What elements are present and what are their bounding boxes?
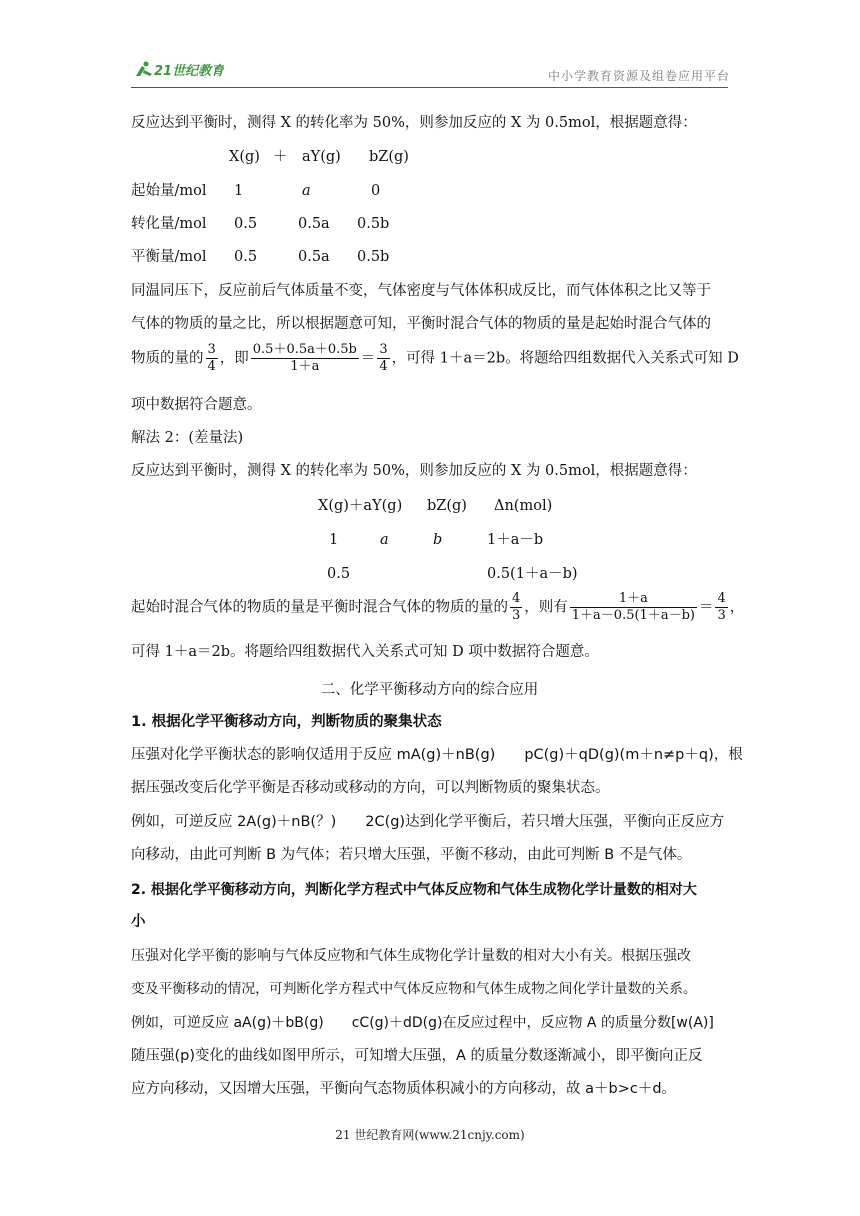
eq-plus: ＋ (273, 149, 288, 165)
diff-head-delta: Δn(mol) (494, 498, 553, 514)
page-footer: 21 世纪教育网(www.21cnjy.com) (335, 1128, 525, 1142)
row-eq-label: 平衡量/mol (131, 249, 207, 265)
diff-row1-c1: 1 (329, 532, 339, 548)
row-change-v3: 0.5b (357, 216, 390, 232)
row-start-v3: 0 (371, 183, 381, 199)
header-divider (131, 87, 728, 88)
subheading-2-line2: 小 (131, 914, 146, 930)
diff-row2-c1: 0.5 (327, 566, 351, 582)
sec2-para3-line1: 压强对化学平衡的影响与气体反应物和气体生成物化学计量数的相对大小有关。根据压强改 (131, 948, 691, 964)
header-platform-name: 中小学教育资源及组卷应用平台 (547, 69, 730, 83)
text-segment: ， (729, 599, 745, 616)
method2-intro: 反应达到平衡时，测得 X 的转化率为 50%，则参加反应的 X 为 0.5mol，根据题意得： (131, 463, 697, 479)
text-segment: 物质的量的 (131, 350, 204, 367)
row-start-v1: 1 (234, 183, 244, 199)
row-eq-v3: 0.5b (357, 249, 390, 265)
diff-row2-c4: 0.5(1＋a－b) (487, 566, 578, 582)
sec2-para4-line3: 应方向移动，又因增大压强，平衡向气态物质体积减小的方向移动，故 a＋b>c＋d。 (131, 1081, 677, 1097)
sec2-para2-line1: 例如，可逆反应 2A(g)＋nB(？) 2C(g)达到化学平衡后，若只增大压强，平衡向正反应方 (131, 814, 725, 830)
diff-head-reactants: X(g)＋aY(g) (318, 498, 403, 514)
text-segment: ，即 (219, 350, 249, 367)
row-start-v2: a (302, 183, 311, 199)
fraction-3-4-b: $\frac{3}{4}$ (379, 342, 388, 374)
text-segment: ，可得 1＋a＝2b。将题给四组数据代入关系式可知 D (391, 350, 739, 367)
row-eq-v1: 0.5 (234, 249, 258, 265)
row-change-v1: 0.5 (234, 216, 258, 232)
fraction-3-4: $\frac{3}{4}$ (207, 342, 216, 374)
eq-term-x: X(g) (229, 149, 260, 165)
method2-para-line1 (131, 591, 744, 624)
subheading-2-line1: 2. 根据化学平衡移动方向，判断化学方程式中气体反应物和气体生成物化学计量数的相对大 (131, 882, 697, 898)
logo-text: 21世纪教育 (154, 64, 224, 79)
method1-para-line4: 项中数据符合题意。 (131, 397, 262, 413)
equals-sign: ＝ (698, 599, 714, 616)
method1-para-line1: 同温同压下，反应前后气体质量不变，气体密度与气体体积成反比，而气体体积之比又等于 (131, 283, 711, 299)
text-segment: 起始时混合气体的物质的量是平衡时混合气体的物质的量的 (131, 599, 508, 616)
method2-title: 解法 2：(差量法) (131, 430, 244, 446)
brand-logo (134, 60, 224, 80)
row-start-label: 起始量/mol (131, 183, 207, 199)
subheading-1: 1. 根据化学平衡移动方向，判断物质的聚集状态 (131, 714, 442, 730)
method2-para-line2: 可得 1＋a＝2b。将题给四组数据代入关系式可知 D 项中数据符合题意。 (131, 644, 599, 660)
sec2-para2-line2: 向移动，由此可判断 B 为气体；若只增大压强，平衡不移动，由此可判断 B 不是气体。 (131, 847, 692, 863)
row-eq-v2: 0.5a (298, 249, 330, 265)
method1-para-line3 (131, 342, 739, 375)
text-segment: ，则有 (524, 599, 568, 616)
section-heading: 二、化学平衡移动方向的综合应用 (320, 682, 539, 698)
diff-row1-c3: b (433, 532, 443, 548)
eq-term-z: bZ(g) (369, 149, 409, 165)
eq-term-y: aY(g) (302, 149, 341, 165)
equals-sign: ＝ (360, 350, 376, 367)
fraction-diff-ratio: $\frac{1+a}{1+a-0.5(1+a-b)}$ (571, 591, 695, 623)
fraction-4-3: $\frac{4}{3}$ (512, 591, 521, 623)
diff-row1-c2: a (380, 532, 389, 548)
fraction-ratio: $\frac{0.5+0.5a+0.5b}{1+a}$ (252, 342, 357, 374)
diff-row1-c4: 1＋a－b (487, 532, 544, 548)
sec2-para3-line2: 变及平衡移动的情况，可判断化学方程式中气体反应物和气体生成物之间化学计量数的关系。 (131, 981, 697, 997)
method1-intro: 反应达到平衡时，测得 X 的转化率为 50%，则参加反应的 X 为 0.5mol，根据题意得： (131, 115, 697, 131)
sec2-para4-line2: 随压强(p)变化的曲线如图甲所示，可知增大压强，A 的质量分数逐渐减小，即平衡向正反 (131, 1048, 703, 1064)
diff-head-product: bZ(g) (427, 498, 467, 514)
method1-para-line2: 气体的物质的量之比，所以根据题意可知，平衡时混合气体的物质的量是起始时混合气体的 (131, 316, 711, 332)
row-change-label: 转化量/mol (131, 216, 207, 232)
sec2-para1-line1: 压强对化学平衡状态的影响仅适用于反应 mA(g)＋nB(g) pC(g)＋qD(g)(m＋n≠p＋q)，根 (131, 747, 743, 763)
row-change-v2: 0.5a (298, 216, 330, 232)
fraction-4-3-b: $\frac{4}{3}$ (717, 591, 726, 623)
sec2-para4-line1: 例如，可逆反应 aA(g)＋bB(g) cC(g)＋dD(g)在反应过程中，反应物 A 的质量分数[w(A)] (131, 1015, 714, 1031)
sec2-para1-line2: 据压强改变后化学平衡是否移动或移动的方向，可以判断物质的聚集状态。 (131, 780, 610, 796)
